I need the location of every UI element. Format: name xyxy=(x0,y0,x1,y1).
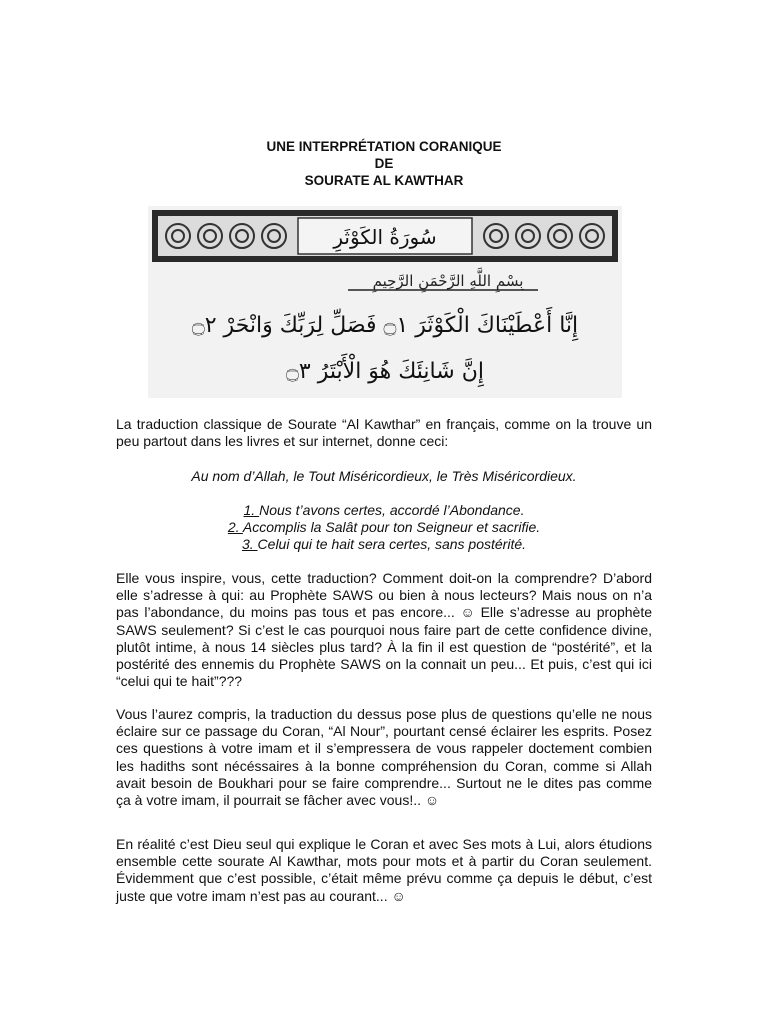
verse-1 xyxy=(116,502,652,519)
basmala-arabic: بِسْمِ اللَّهِ الرَّحْمَنِ الرَّحِيمِ xyxy=(372,272,524,290)
verse-line-2-arabic: إِنَّ شَانِئَكَ هُوَ الْأَبْتَرُ ۝٣ xyxy=(286,359,484,384)
title-line-3: SOURATE AL KAWTHAR xyxy=(304,173,464,188)
verse-text: Accomplis la Salât pour ton Seigneur et sacrifie. xyxy=(242,519,541,536)
verse-text: Celui qui te hait sera certes, sans postérité. xyxy=(257,536,527,553)
verse-line-1-arabic: إِنَّا أَعْطَيْنَاكَ الْكَوْثَرَ ۝١ فَصَلِّ لِرَبِّكَ وَانْحَرْ ۝٢ xyxy=(191,313,579,338)
body-paragraph-2: Vous l’aurez compris, la traduction du dessus pose plus de questions qu’elle ne nous éclaire sur ce passage du Coran, “Al Nour”, pourtant censé éclairer les esprits. Posez ces questions à votre imam et il s’empressera de vous rappeler doctement combien les hadiths sont nécéssaires à la bonne compréhension du Coran, comme si Allah avait besoin de Boukhari pour se faire comprendre... Surtout ne le dites pas comme ça à votre imam, il pourrait se fâcher avec vous!.. ☺ xyxy=(116,706,652,809)
document-title xyxy=(0,138,768,189)
surah-calligraphy-svg xyxy=(148,206,622,398)
body-paragraph-1: Elle vous inspire, vous, cette traduction? Comment doit-on la comprendre? D’abord elle s’adresse à qui: au Prophète SAWS ou bien à nous lecteurs? Mais nous on n’a pas l’abondance, du moins pas tous et pas encore... ☺ Elle s’adresse au prophète SAWS seulement? Si c’est le cas pourquoi nous faire part de cette confidence divine, plutôt intime, à nous 14 siècles plus tard? À la fin il est question de “postérité”, et la postérité des ennemis du Prophète SAWS on la connait un peu... Et puis, c’est qui ici “celui qui te hait”??? xyxy=(116,570,652,690)
body-paragraph-3: En réalité c’est Dieu seul qui explique le Coran et avec Ses mots à Lui, alors étudions ensemble cette sourate Al Kawthar, mots pour mots et à partir du Coran seulement. Évidemment que c’est possible, c’était même prévu comme ça depuis le début, c’est juste que votre imam n’est pas au courant... ☺ xyxy=(116,836,652,904)
verse-number: 2. xyxy=(227,519,243,536)
verse-3 xyxy=(116,536,652,553)
intro-paragraph: La traduction classique de Sourate “Al Kawthar” en français, comme on la trouve un peu partout dans les livres et sur internet, donne ceci: xyxy=(116,416,652,450)
verse-text: Nous t’avons certes, accordé l’Abondance. xyxy=(259,502,525,518)
verse-number: 3. xyxy=(241,536,258,553)
title-line-2: DE xyxy=(374,156,394,171)
verse-2 xyxy=(116,519,652,536)
title-line-1: UNE INTERPRÉTATION CORANIQUE xyxy=(266,139,502,154)
translation-verses xyxy=(116,502,652,554)
verse-number: 1. xyxy=(243,502,260,518)
surah-header: سُورَةُ الكَوْثَرِ xyxy=(333,225,437,249)
surah-calligraphy-image xyxy=(148,206,622,398)
translation-basmala: Au nom d’Allah, le Tout Miséricordieux, le Très Miséricordieux. xyxy=(191,468,577,484)
